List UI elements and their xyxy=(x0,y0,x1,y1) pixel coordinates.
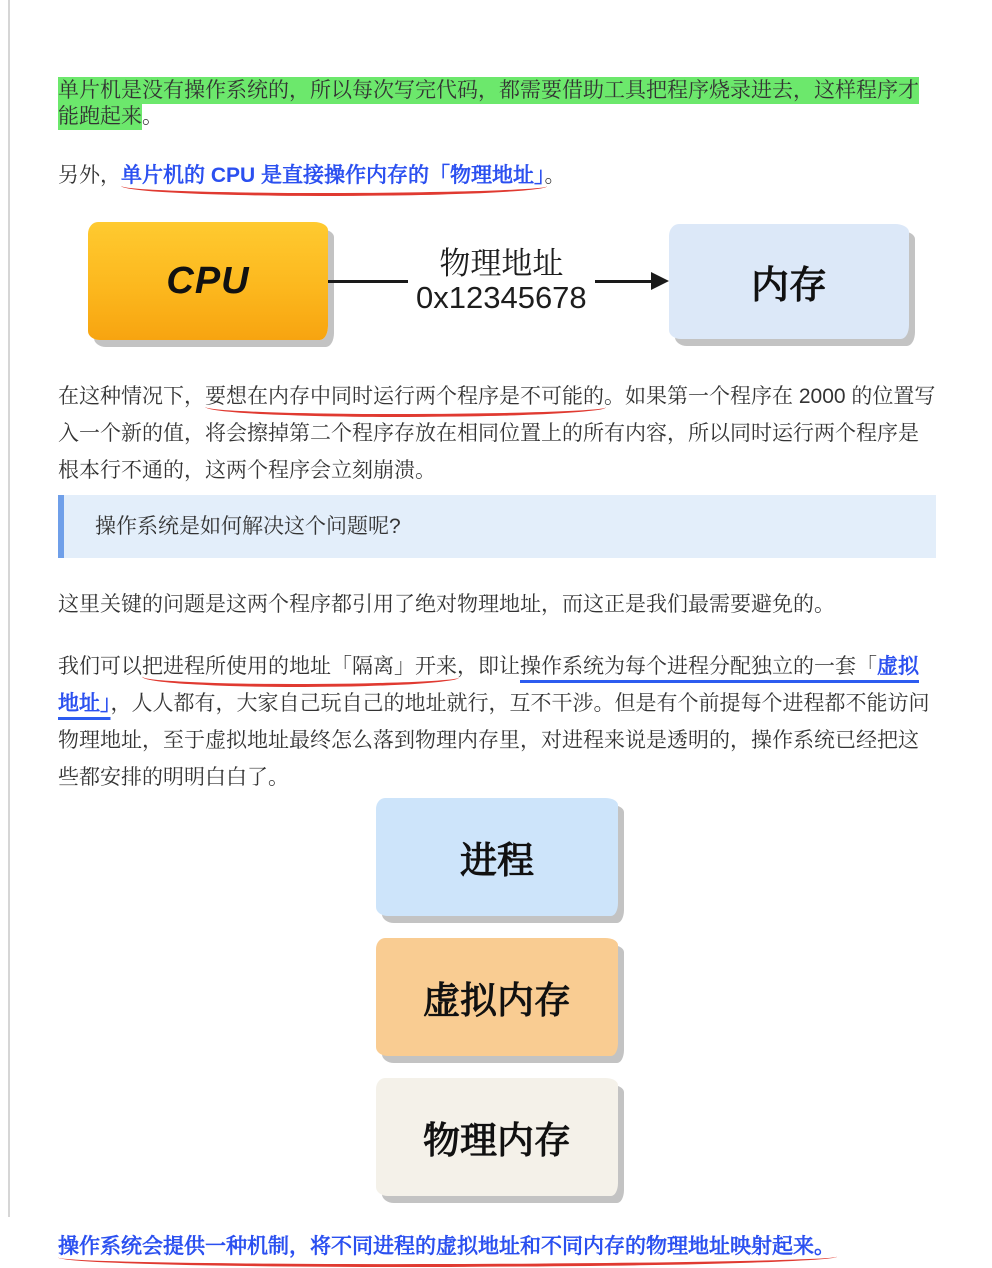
page-left-border xyxy=(8,0,10,1217)
virtual-memory-box-label: 虚拟内存 xyxy=(423,980,571,1021)
paragraph-two-programs-impossible xyxy=(58,378,936,489)
p5-closing-bracket: 」 xyxy=(100,692,111,715)
p4-text: 这里关键的问题是这两个程序都引用了绝对物理地址，而这正是我们最需要避免的。 xyxy=(58,593,835,616)
p5-blue-underlined: 操作系统为每个进程分配独立的一套「 xyxy=(520,655,877,678)
p6-emphasis-red-underline: 操作系统会提供一种机制，将不同进程的虚拟地址和不同内存的物理地址映射起来。 xyxy=(58,1235,835,1258)
physical-memory-box xyxy=(376,1078,618,1196)
article-content xyxy=(58,0,936,1260)
cpu-box-label: CPU xyxy=(166,259,250,302)
paragraph-cpu-physical-address xyxy=(58,163,936,189)
p2-tail: 。 xyxy=(544,164,566,187)
p2-emphasis-red-underline: 单片机的 CPU 是直接操作内存的「物理地址」 xyxy=(121,164,545,187)
p3-red-underlined: 要想在内存中同时运行两个程序是不可能的 xyxy=(205,385,604,408)
paragraph-key-problem xyxy=(58,586,936,623)
arrow-label-physical-address: 物理地址 xyxy=(439,246,564,281)
arrow-line-left xyxy=(328,280,408,283)
arrow-labels xyxy=(408,247,595,315)
arrow-line-right xyxy=(595,280,652,283)
virtual-memory-box xyxy=(376,938,618,1056)
virtual-address-link[interactable]: 虚拟地址 xyxy=(58,655,919,715)
p3-prefix: 在这种情况下， xyxy=(58,385,205,408)
physical-address-arrow xyxy=(328,247,669,315)
p5-rest: ，人人都有，大家自己玩自己的地址就行，互不干涉。但是有个前提每个进程都不能访问物理地址，至于虚拟地址最终怎么落到物理内存里，对进程来说是透明的，操作系统已经把这些都安排的明明白白了。 xyxy=(58,692,930,789)
memory-box-label: 内存 xyxy=(750,264,827,307)
p5-red-underlined: 把进程所使用的地址「隔离」开来 xyxy=(142,655,457,678)
cpu-box xyxy=(88,222,328,340)
paragraph-virtual-address-isolation xyxy=(58,648,936,796)
p5-prefix: 我们可以 xyxy=(58,655,142,678)
p3-rest: 。如果第一个程序在 2000 的位置写入一个新的值，将会擦掉第二个程序存放在相同位置上的所有内容，所以同时运行两个程序是根本行不通的，这两个程序会立刻崩溃。 xyxy=(58,385,936,482)
paragraph-mcu-no-os xyxy=(58,78,936,130)
green-highlight-text: 单片机是没有操作系统的，所以每次写完代码，都需要借助工具把程序烧录进去，这样程序才能跑起来 xyxy=(58,79,919,128)
p2-prefix: 另外， xyxy=(58,164,121,187)
p1-tail: 。 xyxy=(142,105,163,128)
blockquote-question xyxy=(58,495,936,558)
arrow-label-hex-address: 0x12345678 xyxy=(416,280,587,315)
physical-memory-box-label: 物理内存 xyxy=(423,1120,571,1161)
p5-mid: ，即让 xyxy=(457,655,520,678)
arrow-head-icon xyxy=(651,272,669,290)
blockquote-text: 操作系统是如何解决这个问题呢? xyxy=(95,515,401,538)
process-box xyxy=(376,798,618,916)
memory-box xyxy=(669,224,909,339)
process-box-label: 进程 xyxy=(460,840,534,881)
diagram-memory-stack xyxy=(58,798,936,1196)
paragraph-mapping-mechanism xyxy=(58,1234,936,1260)
diagram-cpu-to-memory xyxy=(58,218,936,344)
